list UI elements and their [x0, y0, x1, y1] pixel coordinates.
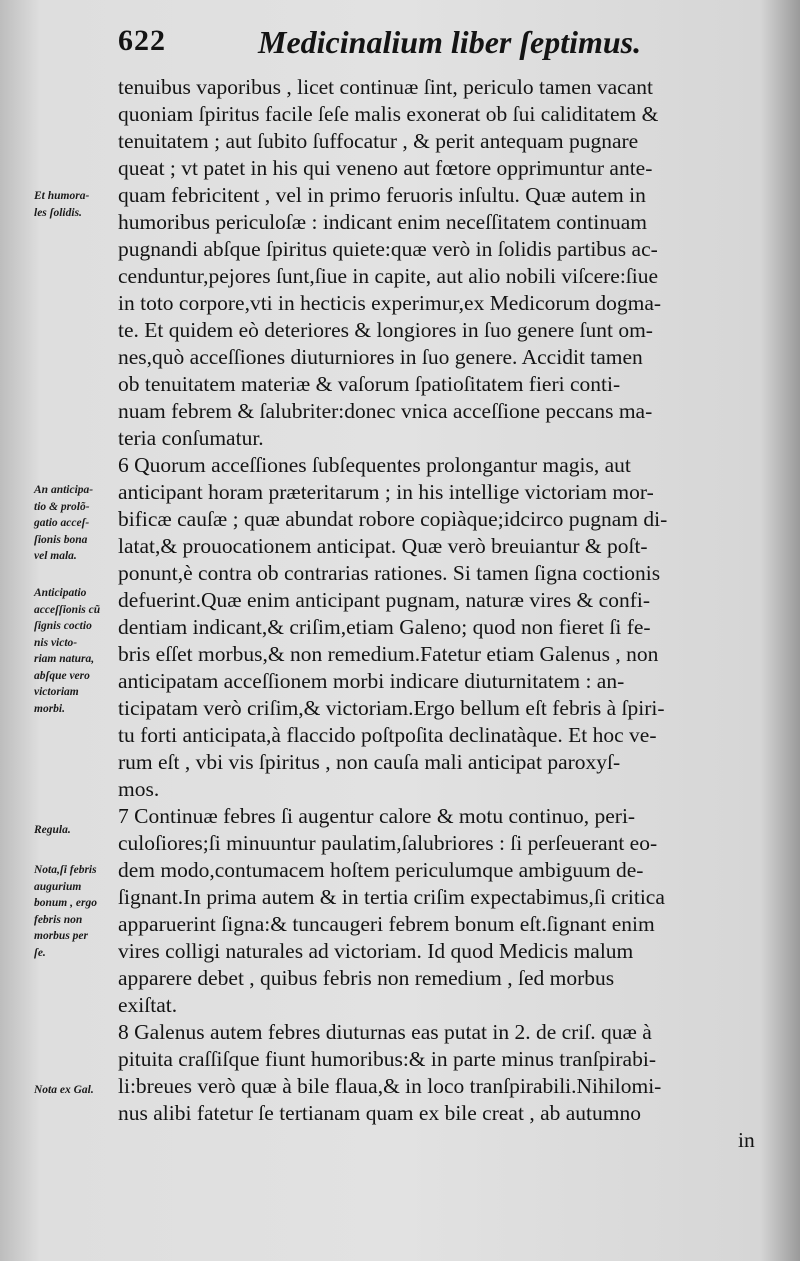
margin-note-line: les ſolidis.: [34, 206, 82, 219]
margin-note-line: augurium: [34, 880, 82, 893]
text-line: quoniam ſpiritus facile ſeſe malis exonerat ob ſui caliditatem &: [118, 102, 659, 126]
text-line: dem modo,contumacem hoſtem periculumque ambiguum de-: [118, 858, 644, 882]
margin-note-line: Nota ex Gal.: [34, 1084, 94, 1096]
text-line: pugnandi abſque ſpiritus quiete:quæ verò in ſolidis partibus ac-: [118, 237, 658, 261]
text-line: queat ; vt patet in his qui veneno aut fœtore opprimuntur ante-: [118, 156, 653, 180]
running-head: Medicinalium liber ſeptimus.: [258, 24, 642, 60]
text-line: defuerint.Quæ enim anticipant pugnam, naturæ vires & confi-: [118, 588, 650, 612]
margin-note-line: acceſſionis cũ: [34, 603, 101, 616]
margin-note-anticipatio-signis: [34, 585, 126, 717]
text-line: ſignant.In prima autem & in tertia criſim expectabimus,ſi critica: [118, 885, 665, 909]
margin-note-line: morbi.: [34, 702, 65, 715]
text-line: tenuibus vaporibus , licet continuæ ſint, periculo tamen vacant: [118, 75, 653, 99]
margin-note-line: tio & prolõ-: [34, 500, 90, 513]
margin-note-line: Regula.: [34, 824, 71, 836]
text-line: apparere debet , quibus febris non remedium , ſed morbus: [118, 966, 615, 990]
text-line: dentiam indicant,& criſim,etiam Galeno; quod non fieret ſi fe-: [118, 615, 651, 639]
text-line: nes,quò acceſſiones diuturniores in ſuo genere. Accidit tamen: [118, 345, 643, 369]
margin-notes: [0, 0, 120, 1261]
text-line: exiſtat.: [118, 993, 178, 1017]
text-line: ob tenuitatem materiæ & vaſorum ſpatioſitatem fieri conti-: [118, 372, 621, 396]
text-line: bris eſſet morbus,& non remedium.Fatetur etiam Galenus , non: [118, 642, 659, 666]
text-line: cenduntur,pejores ſunt,ſiue in capite, aut alio nobili viſcere:ſiue: [118, 264, 659, 288]
margin-note-anticipatio: [34, 482, 126, 565]
text-line: mos.: [118, 777, 160, 801]
page-header: [118, 20, 642, 64]
margin-note-line: ſignis coctio: [34, 620, 92, 632]
text-line: nus alibi fatetur ſe tertianam quam ex bile creat , ab autumno: [118, 1101, 641, 1125]
page-number: 622: [118, 24, 166, 57]
margin-note-line: ſionis bona: [34, 533, 88, 546]
margin-note-line: nis victo-: [34, 636, 78, 649]
text-line: quam febricitent , vel in primo feruoris inſultu. Quæ autem in: [118, 183, 646, 207]
text-line: in toto corpore,vti in hecticis experimur,ex Medicorum dogma-: [118, 291, 662, 315]
text-line: humoribus periculoſæ : indicant enim neceſſitatem continuam: [118, 210, 648, 234]
margin-note-line: Nota,ſi febris: [34, 864, 97, 876]
text-line: li:breues verò quæ à bile flaua,& in loco tranſpirabili.Nihilomi-: [118, 1074, 662, 1098]
text-line: latat,& prouocationem anticipat. Quæ verò breuiantur & poſt-: [118, 534, 648, 558]
paragraph-8-first-line: 8 Galenus autem febres diuturnas eas putat in 2. de criſ. quæ à: [118, 1020, 652, 1044]
text-line: ponunt,è contra ob contrarias rationes. Si tamen ſigna coctionis: [118, 561, 661, 585]
text-line: tenuitatem ; aut ſubito ſuffocatur , & perit antequam pugnare: [118, 129, 639, 153]
margin-note-line: abſque vero: [34, 669, 90, 682]
text-line: nuam febrem & ſalubriter:donec vnica acceſſione peccans ma-: [118, 399, 653, 423]
text-line: tu forti anticipata,à flaccido poſtpoſita declinatàque. Et hoc ve-: [118, 723, 657, 747]
margin-note-line: riam natura,: [34, 653, 95, 665]
text-line: bificæ cauſæ ; quæ abundat robore copiàque;idcirco pugnam di-: [118, 507, 668, 531]
body-text: [118, 74, 768, 1154]
margin-note-regula: [34, 822, 126, 839]
text-line: teria conſumatur.: [118, 426, 264, 450]
margin-note-line: gatio acceſ-: [34, 517, 90, 529]
text-line: ticipatam verò criſim,& victoriam.Ergo bellum eſt febris à ſpiri-: [118, 696, 665, 720]
margin-note-line: victoriam: [34, 686, 79, 698]
margin-note-line: febris non: [34, 913, 83, 926]
margin-note-line: Anticipatio: [34, 587, 87, 599]
paragraph-7-first-line: 7 Continuæ febres ſi augentur calore & motu continuo, peri-: [118, 804, 636, 828]
text-line: anticipatam acceſſionem morbi indicare diuturnitatem : an-: [118, 669, 625, 693]
catchword: in: [738, 1128, 755, 1152]
text-line: rum eſt , vbi vis ſpiritus , non cauſa mali anticipat paroxyſ-: [118, 750, 621, 774]
margin-note-line: Et humora-: [34, 190, 90, 202]
text-line: te. Et quidem eò deteriores & longiores in ſuo genere ſunt om-: [118, 318, 653, 342]
margin-note-line: morbus per: [34, 930, 88, 942]
text-line: apparuerint ſigna:& tuncaugeri febrem bonum eſt.ſignant enim: [118, 912, 655, 936]
text-line: pituita craſſiſque fiunt humoribus:& in parte minus tranſpirabi-: [118, 1047, 656, 1071]
margin-note-line: vel mala.: [34, 550, 77, 562]
margin-note-line: ſe.: [34, 946, 46, 959]
paragraph-6-first-line: 6 Quorum acceſſiones ſubſequentes prolongantur magis, aut: [118, 453, 631, 477]
margin-note-line: bonum , ergo: [34, 897, 97, 909]
text-line: vires colligi naturales ad victoriam. Id quod Medicis malum: [118, 939, 634, 963]
margin-note-nota-gal: [34, 1082, 126, 1099]
text-line: anticipant horam præteritarum ; in his intellige victoriam mor-: [118, 480, 654, 504]
margin-note-nota-febris: [34, 862, 126, 961]
margin-note-line: An anticipa-: [34, 484, 94, 496]
margin-note-humorales: [34, 188, 126, 221]
text-line: culoſiores;ſi minuuntur paulatim,ſalubriores : ſi perſeuerant eo-: [118, 831, 658, 855]
